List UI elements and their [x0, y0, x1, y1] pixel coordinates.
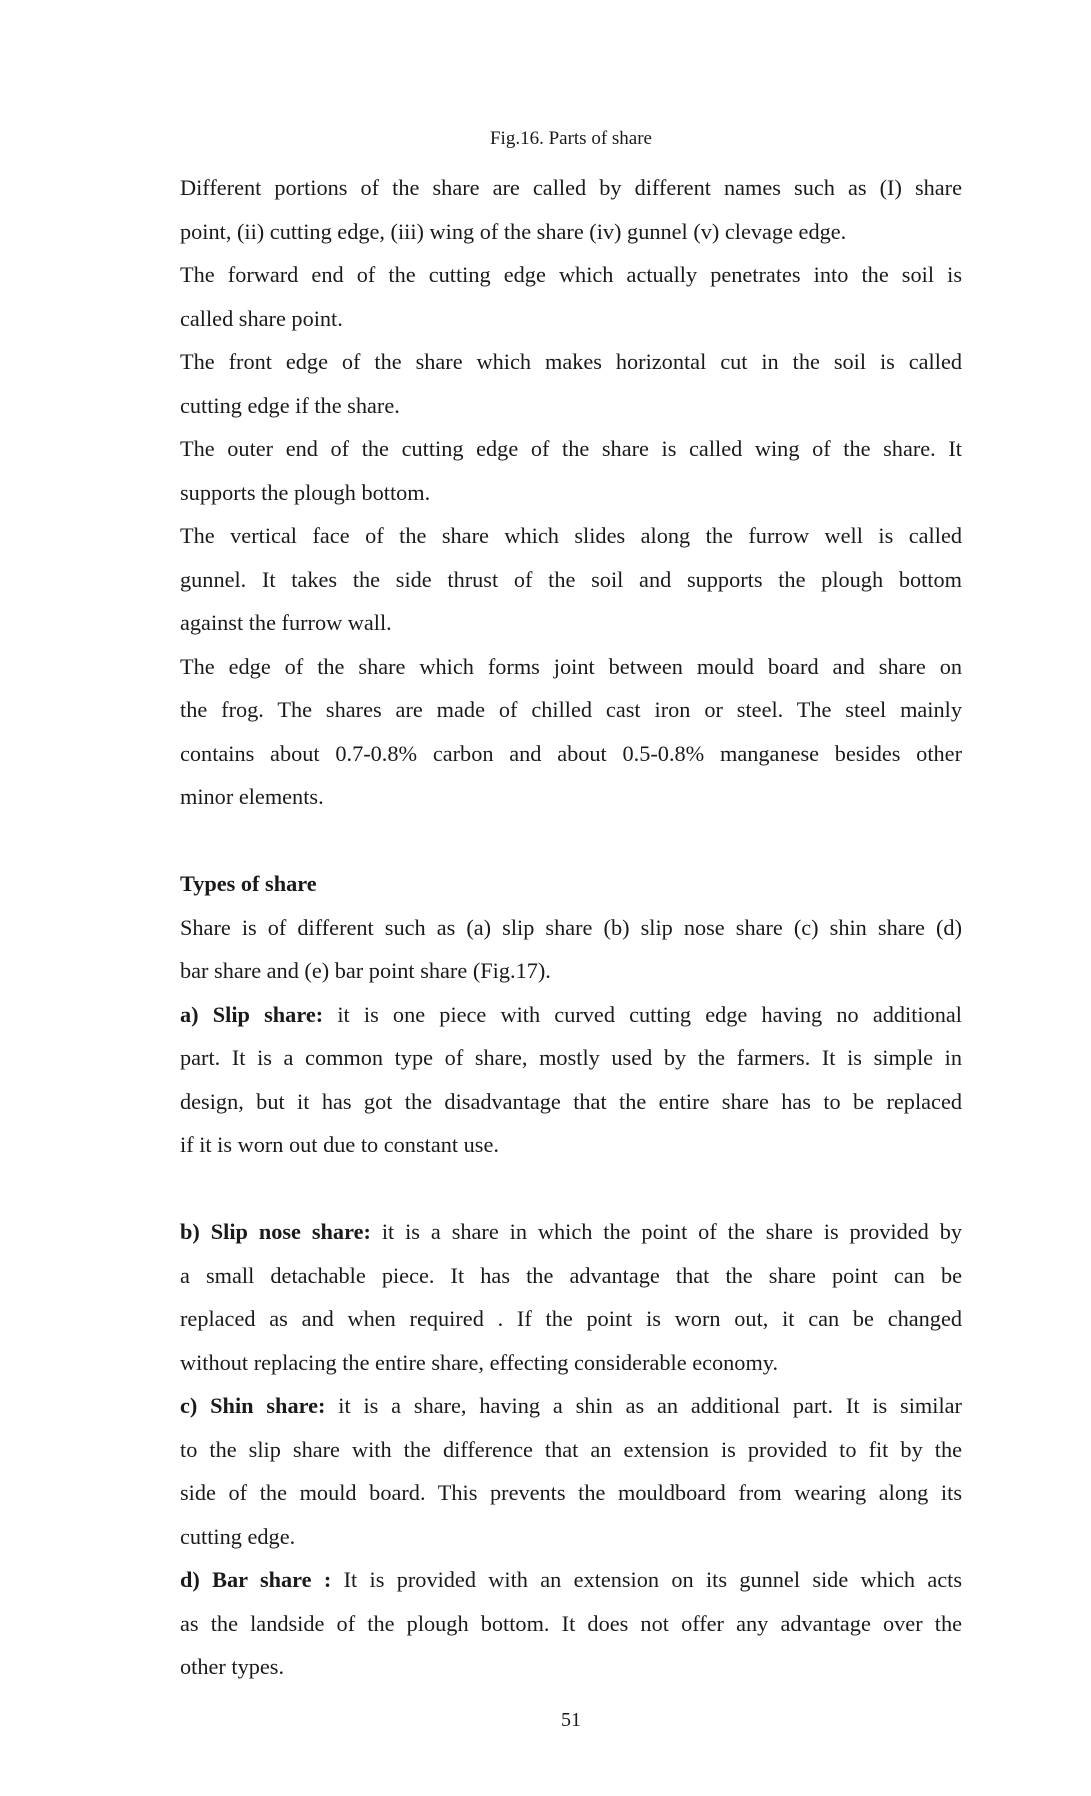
- page-number: 51: [561, 1709, 581, 1731]
- body-text: [180, 166, 962, 1689]
- text-line: The outer end of the cutting edge of the share is called wing of the share. It: [180, 436, 962, 461]
- text-line: cutting edge.: [180, 1523, 296, 1549]
- text-line: bar share and (e) bar point share (Fig.17).: [180, 958, 551, 983]
- term-label: b) Slip nose share:: [180, 1219, 371, 1244]
- term-text: it is a share, having a shin as an additional part. It is similar: [325, 1393, 962, 1418]
- type-item-slip-nose-share: [180, 1210, 962, 1384]
- text-line: supports the plough bottom.: [180, 479, 431, 505]
- term-label: c) Shin share:: [180, 1393, 326, 1418]
- heading-text: Types of share: [180, 871, 317, 896]
- section-heading: [180, 862, 962, 906]
- term-text: it is one piece with curved cutting edge having no additional: [323, 1001, 962, 1027]
- text-line: design, but it has got the disadvantage that the entire share has to be replaced: [180, 1088, 962, 1114]
- text-line: [180, 993, 962, 1037]
- paragraph-clevage: [180, 645, 962, 819]
- text-line: part. It is a common type of share, mostly used by the farmers. It is simple in: [180, 1045, 962, 1070]
- spacer: [180, 1167, 962, 1211]
- text-line: cutting edge if the share.: [180, 392, 400, 418]
- paragraph-cutting-edge: [180, 340, 962, 427]
- term-text: It is provided with an extension on its gunnel side which acts: [331, 1567, 962, 1592]
- types-section: [180, 862, 962, 1689]
- text-line: side of the mould board. This prevents the mouldboard from wearing along its: [180, 1480, 962, 1505]
- term-label: a) Slip share:: [180, 1001, 324, 1027]
- text-line: to the slip share with the difference that an extension is provided to fit by the: [180, 1436, 962, 1462]
- term-label: d) Bar share :: [180, 1567, 332, 1592]
- text-line: against the furrow wall.: [180, 610, 392, 635]
- text-line: [180, 1384, 962, 1428]
- type-item-slip-share: [180, 993, 962, 1167]
- text-line: without replacing the entire share, effecting considerable economy.: [180, 1349, 779, 1375]
- paragraph-share-point: [180, 253, 962, 340]
- text-line: a small detachable piece. It has the advantage that the share point can be: [180, 1262, 962, 1288]
- paragraph-portions: [180, 166, 962, 253]
- figure-caption: Fig.16. Parts of share: [489, 128, 652, 149]
- text-line: as the landside of the plough bottom. It does not offer any advantage over the: [180, 1610, 962, 1636]
- text-line: The vertical face of the share which slides along the furrow well is called: [180, 523, 962, 548]
- term-text: it is a share in which the point of the share is provided by: [370, 1219, 962, 1244]
- text-line: the frog. The shares are made of chilled cast iron or steel. The steel mainly: [180, 697, 962, 722]
- text-line: replaced as and when required . If the point is worn out, it can be changed: [180, 1306, 962, 1331]
- text-line: called share point.: [180, 305, 343, 331]
- text-line: Different portions of the share are called by different names such as (I) share: [180, 175, 962, 200]
- text-line: if it is worn out due to constant use.: [180, 1132, 499, 1157]
- text-line: [180, 1558, 962, 1602]
- text-line: The forward end of the cutting edge which actually penetrates into the soil is: [180, 262, 962, 287]
- text-line: point, (ii) cutting edge, (iii) wing of the share (iv) gunnel (v) clevage edge.: [180, 218, 847, 244]
- text-line: The edge of the share which forms joint between mould board and share on: [180, 653, 962, 679]
- paragraph-gunnel: [180, 514, 962, 645]
- type-item-shin-share: [180, 1384, 962, 1558]
- type-item-bar-share: [180, 1558, 962, 1689]
- text-line: other types.: [180, 1654, 285, 1679]
- text-line: [180, 1210, 962, 1254]
- text-line: gunnel. It takes the side thrust of the soil and supports the plough bottom: [180, 566, 962, 592]
- text-line: minor elements.: [180, 784, 324, 809]
- spacer: [180, 819, 962, 863]
- paragraph-wing: [180, 427, 962, 514]
- text-line: The front edge of the share which makes horizontal cut in the soil is called: [180, 349, 962, 374]
- text-line: Share is of different such as (a) slip share (b) slip nose share (c) shin share (d): [180, 914, 962, 940]
- text-line: contains about 0.7-0.8% carbon and about 0.5-0.8% manganese besides other: [180, 740, 962, 766]
